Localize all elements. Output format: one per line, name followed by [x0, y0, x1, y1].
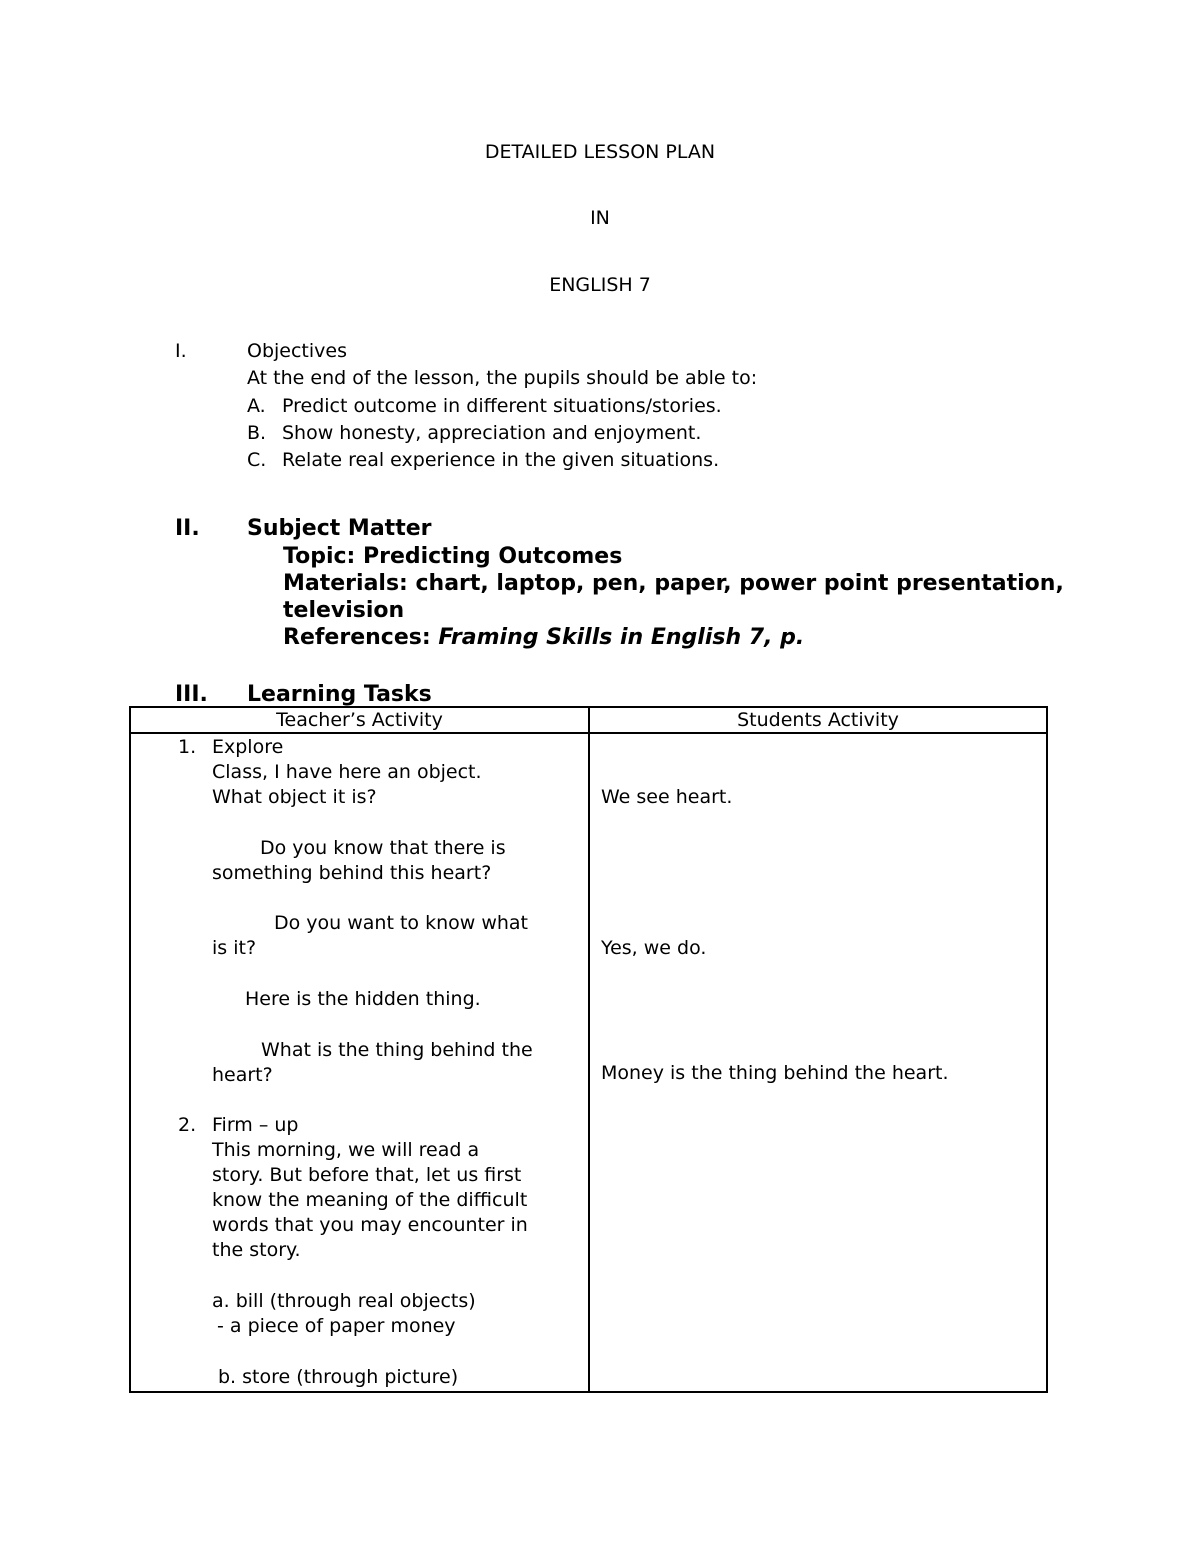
- firmup-heading: Firm – up: [212, 1114, 299, 1136]
- vocab-item: a. bill (through real objects): [212, 1290, 476, 1312]
- objective-item: [247, 393, 757, 420]
- objective-letter: B.: [247, 421, 267, 444]
- references-title: Framing Skills in English 7, p.: [438, 625, 805, 650]
- students-activity-header: Students Activity: [589, 707, 1047, 733]
- objective-item: [247, 447, 757, 474]
- objectives-section: [247, 338, 757, 474]
- subject-matter-heading: Subject Matter: [247, 516, 432, 541]
- teacher-line: What is the thing behind the: [261, 1039, 533, 1061]
- teacher-line: something behind this heart?: [212, 862, 492, 884]
- teacher-activity-header: Teacher’s Activity: [130, 707, 589, 733]
- teacher-line: What object it is?: [212, 786, 377, 808]
- teacher-line: words that you may encounter in: [212, 1214, 528, 1236]
- topic-line: Topic: Predicting Outcomes: [283, 544, 623, 569]
- teacher-line: the story.: [212, 1239, 301, 1261]
- objective-letter: C.: [247, 449, 267, 472]
- table-row: [130, 733, 1047, 1392]
- teacher-line: Class, I have here an object.: [212, 761, 482, 783]
- teacher-line: know the meaning of the difficult: [212, 1189, 528, 1211]
- objective-text: Show honesty, appreciation and enjoyment.: [282, 421, 702, 444]
- student-response: Yes, we do.: [601, 937, 707, 959]
- step-number: 1.: [178, 736, 197, 758]
- teacher-line: This morning, we will read a: [212, 1139, 480, 1161]
- objectives-heading: Objectives: [247, 340, 347, 362]
- materials-line-cont: television: [283, 598, 405, 623]
- learning-tasks-table: [129, 706, 1048, 1393]
- vocab-item: b. store (through picture): [218, 1366, 459, 1388]
- students-activity-cell: [589, 733, 1047, 1392]
- objectives-intro: At the end of the lesson, the pupils should be able to:: [247, 367, 758, 390]
- explore-heading: Explore: [212, 736, 284, 758]
- learning-tasks-heading: Learning Tasks: [247, 682, 432, 707]
- objective-text: Relate real experience in the given situations.: [282, 449, 720, 472]
- table-header-row: [130, 707, 1047, 733]
- student-response: Money is the thing behind the heart.: [601, 1062, 949, 1084]
- teacher-line: is it?: [212, 937, 257, 959]
- vocab-definition: - a piece of paper money: [217, 1315, 456, 1337]
- objectives-numeral: I.: [175, 340, 187, 362]
- student-response: We see heart.: [601, 786, 733, 808]
- materials-line: Materials: chart, laptop, pen, paper, power point presentation,: [283, 571, 1064, 596]
- learning-tasks-numeral: III.: [175, 682, 208, 707]
- subject-matter-numeral: II.: [175, 516, 200, 541]
- title-in: IN: [590, 207, 610, 229]
- teacher-line: Do you want to know what: [274, 912, 528, 934]
- objective-letter: A.: [247, 394, 266, 417]
- teacher-activity-cell: [130, 733, 589, 1392]
- objective-item: [247, 420, 757, 447]
- page-title: DETAILED LESSON PLAN: [484, 141, 716, 163]
- title-subject: ENGLISH 7: [549, 274, 651, 296]
- references-line: [283, 624, 1064, 651]
- step-number: 2.: [178, 1114, 197, 1136]
- subject-matter-section: [283, 543, 1064, 651]
- teacher-line: Here is the hidden thing.: [245, 988, 481, 1010]
- teacher-line: heart?: [212, 1064, 273, 1086]
- teacher-line: story. But before that, let us first: [212, 1164, 522, 1186]
- teacher-line: Do you know that there is: [260, 837, 506, 859]
- objective-text: Predict outcome in different situations/stories.: [282, 394, 722, 417]
- references-label: References:: [283, 625, 439, 650]
